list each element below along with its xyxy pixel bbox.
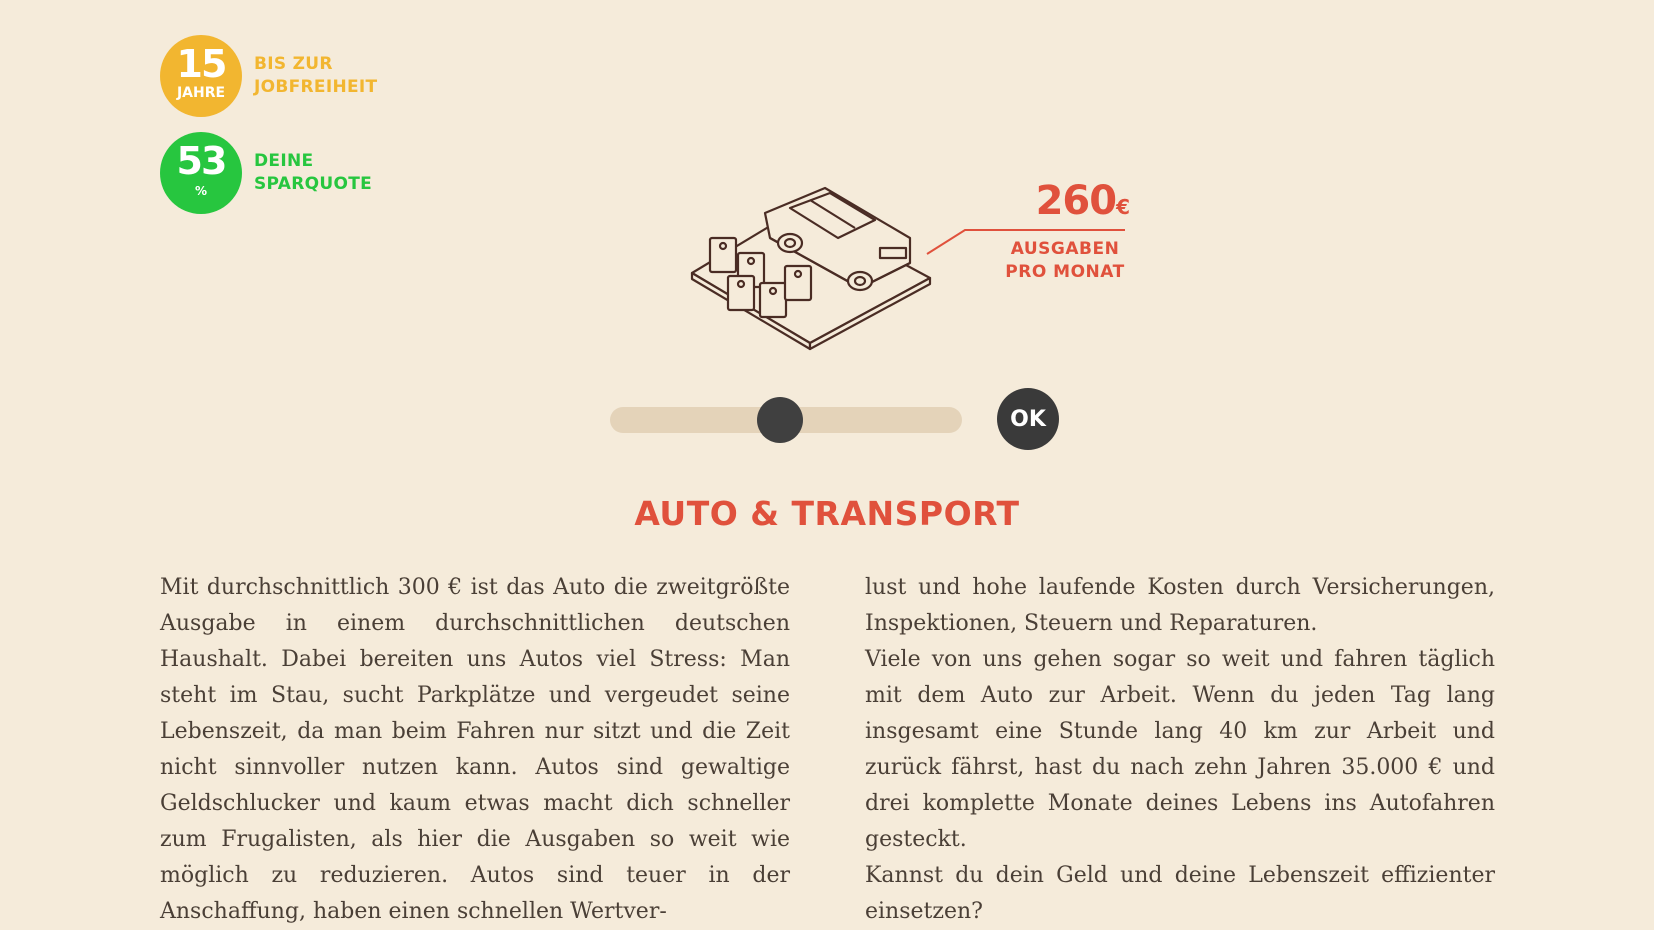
- years-label: [254, 53, 377, 99]
- years-unit: JAHRE: [176, 85, 226, 101]
- years-value: 15: [176, 42, 226, 86]
- savings-rate-label-line2: SPARQUOTE: [254, 174, 373, 194]
- monthly-cost: [1010, 178, 1130, 224]
- paragraph: Viele von uns gehen sogar so weit und fahren täglich mit dem Auto zur Arbeit. Wenn du jeden Tag lang insgesamt eine Stunde lang 40 km zur Arbeit und zurück fährst, hast du nach zehn Jahren 35.000 € und drei komplette Monate deines Lebens ins Autofahren gesteckt.: [865, 647, 1495, 852]
- text-column-right: [865, 570, 1495, 930]
- monthly-cost-label-line2: PRO MONAT: [1005, 262, 1125, 282]
- years-badge: [160, 35, 242, 117]
- monthly-cost-label: [1000, 238, 1130, 284]
- text-column-left: [160, 570, 790, 930]
- paragraph: Kannst du dein Geld und deine Lebenszeit effizienter einsetzen?: [865, 863, 1495, 924]
- years-label-line2: JOBFREIHEIT: [254, 77, 378, 97]
- monthly-cost-currency: €: [1116, 195, 1130, 219]
- years-label-line1: BIS ZUR: [254, 54, 333, 74]
- monthly-cost-label-line1: AUSGABEN: [1010, 239, 1120, 259]
- savings-rate-stat: [160, 132, 372, 214]
- years-to-freedom-stat: [160, 35, 377, 117]
- ok-button[interactable]: OK: [997, 388, 1059, 450]
- paragraph: Mit durchschnittlich 300 € ist das Auto die zweitgrößte Ausgabe in einem durchschnittlichen deutschen Haushalt. Dabei bereiten uns Autos viel Stress: Man steht im Stau, sucht Parkplätze und vergeudet seine Lebenszeit, da man beim Fahren nur sitzt und die Zeit nicht sinnvoller nutzen kann. Autos sind gewaltige Geldschlucker und kaum etwas macht dich schneller zum Frugalisten, als hier die Ausgaben so weit wie möglich zu reduzieren. Autos sind teuer in der Anschaffung, haben einen schnellen Wertver-: [160, 575, 790, 924]
- savings-rate-unit: %: [194, 184, 208, 198]
- expense-slider-thumb[interactable]: [757, 397, 803, 443]
- savings-rate-value: 53: [176, 139, 226, 183]
- savings-rate-label-line1: DEINE: [254, 151, 314, 171]
- paragraph: lust und hohe laufende Kosten durch Versicherungen, Inspektionen, Steuern und Reparaturen.: [865, 575, 1495, 636]
- car-and-fuel-cans-icon: [690, 178, 950, 358]
- savings-rate-badge: [160, 132, 242, 214]
- savings-rate-label: [254, 150, 372, 196]
- monthly-cost-amount: 260: [1035, 178, 1117, 224]
- section-title: AUTO & TRANSPORT: [634, 494, 1020, 533]
